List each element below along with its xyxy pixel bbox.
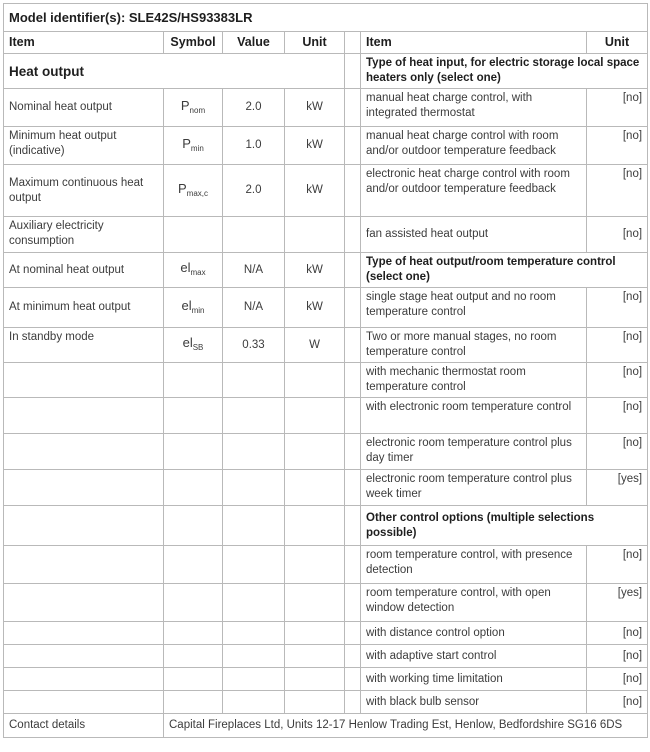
room-control-option-value: [no]: [587, 328, 648, 363]
header-unit: Unit: [285, 32, 345, 54]
table-row: [4, 668, 648, 691]
heat-input-option-value: [no]: [587, 217, 648, 253]
other-option-value: [no]: [587, 668, 648, 691]
gap-cell: [345, 165, 361, 217]
table-row: [4, 288, 648, 328]
table-row: [4, 89, 648, 127]
other-option-value: [no]: [587, 691, 648, 714]
symbol-p-nom: $P_{nom}$: [164, 89, 223, 127]
table-row: [4, 328, 648, 363]
room-control-option-label: electronic room temperature control plus day timer: [361, 434, 587, 470]
header-item: Item: [4, 32, 164, 54]
maximum-heat-output-unit: kW: [285, 165, 345, 217]
gap-cell: [345, 328, 361, 363]
gap-cell: [345, 54, 361, 89]
symbol-el-max: $el_{max}$: [164, 253, 223, 288]
table-row: [4, 470, 648, 506]
table-row: [4, 217, 648, 253]
gap-cell: [345, 363, 361, 398]
section-room-control-title: Type of heat output/room temperature control (select one): [361, 253, 648, 288]
heat-input-option-label: manual heat charge control, with integrated thermostat: [361, 89, 587, 127]
gap-cell: [345, 668, 361, 691]
section-aux-electricity: Auxiliary electricity consumption: [4, 217, 164, 253]
aux-standby-value: 0.33: [223, 328, 285, 363]
nominal-heat-output-label: Nominal heat output: [4, 89, 164, 127]
heat-input-option-value: [no]: [587, 89, 648, 127]
header-symbol: Symbol: [164, 32, 223, 54]
model-identifier: Model identifier(s): SLE42S/HS93383LR: [4, 4, 648, 32]
table-row: [4, 645, 648, 668]
gap-cell: [345, 622, 361, 645]
gap-cell: [345, 127, 361, 165]
room-control-option-label: electronic room temperature control plus week timer: [361, 470, 587, 506]
gap-cell: [345, 398, 361, 434]
other-option-label: with black bulb sensor: [361, 691, 587, 714]
gap-cell: [345, 691, 361, 714]
other-option-label: room temperature control, with open window detection: [361, 584, 587, 622]
room-control-option-value: [no]: [587, 363, 648, 398]
aux-minimum-label: At minimum heat output: [4, 288, 164, 328]
aux-nominal-label: At nominal heat output: [4, 253, 164, 288]
heat-input-option-label: manual heat charge control with room and/or outdoor temperature feedback: [361, 127, 587, 165]
table-row: [4, 165, 648, 217]
gap-cell: [345, 32, 361, 54]
heat-input-option-value: [no]: [587, 127, 648, 165]
gap-cell: [345, 288, 361, 328]
table-row: [4, 622, 648, 645]
gap-cell: [345, 217, 361, 253]
symbol-el-min: $el_{min}$: [164, 288, 223, 328]
gap-cell: [345, 584, 361, 622]
maximum-heat-output-label: Maximum continuous heat output: [4, 165, 164, 217]
section-other-options-title: Other control options (multiple selections possible): [361, 506, 648, 546]
header-row: [4, 32, 648, 54]
symbol-p-min: $P_{min}$: [164, 127, 223, 165]
other-option-value: [no]: [587, 622, 648, 645]
contact-label: Contact details: [4, 714, 164, 738]
table-row: [4, 506, 648, 546]
table-row: [4, 434, 648, 470]
table-row: [4, 363, 648, 398]
aux-standby-unit: W: [285, 328, 345, 363]
minimum-heat-output-unit: kW: [285, 127, 345, 165]
other-option-value: [no]: [587, 546, 648, 584]
room-control-option-label: with electronic room temperature control: [361, 398, 587, 434]
table-row: [4, 253, 648, 288]
maximum-heat-output-value: 2.0: [223, 165, 285, 217]
table-row: [4, 546, 648, 584]
table-row: [4, 127, 648, 165]
gap-cell: [345, 546, 361, 584]
room-control-option-label: Two or more manual stages, no room temperature control: [361, 328, 587, 363]
aux-nominal-unit: kW: [285, 253, 345, 288]
minimum-heat-output-value: 1.0: [223, 127, 285, 165]
other-option-label: with adaptive start control: [361, 645, 587, 668]
symbol-el-sb: $el_{SB}$: [164, 328, 223, 363]
aux-minimum-unit: kW: [285, 288, 345, 328]
other-option-value: [no]: [587, 645, 648, 668]
contact-details: Capital Fireplaces Ltd, Units 12-17 Henlow Trading Est, Henlow, Bedfordshire SG16 6DS: [164, 714, 648, 738]
other-option-label: with distance control option: [361, 622, 587, 645]
room-control-option-label: with mechanic thermostat room temperature control: [361, 363, 587, 398]
symbol-p-max-c: $P_{max,c}$: [164, 165, 223, 217]
room-control-option-value: [no]: [587, 288, 648, 328]
section-heat-input-title: Type of heat input, for electric storage local space heaters only (select one): [361, 54, 648, 89]
heat-input-option-label: fan assisted heat output: [361, 217, 587, 253]
header-unit-right: Unit: [587, 32, 648, 54]
gap-cell: [345, 89, 361, 127]
gap-cell: [345, 506, 361, 546]
room-control-option-value: [no]: [587, 398, 648, 434]
aux-standby-label: In standby mode: [4, 328, 164, 363]
ecodesign-info-table: [3, 3, 648, 738]
table-row: [4, 584, 648, 622]
gap-cell: [345, 434, 361, 470]
gap-cell: [345, 253, 361, 288]
header-item-right: Item: [361, 32, 587, 54]
header-value: Value: [223, 32, 285, 54]
nominal-heat-output-unit: kW: [285, 89, 345, 127]
room-control-option-value: [yes]: [587, 470, 648, 506]
section-heat-output: Heat output: [4, 54, 345, 89]
gap-cell: [345, 470, 361, 506]
aux-minimum-value: N/A: [223, 288, 285, 328]
other-option-value: [yes]: [587, 584, 648, 622]
room-control-option-label: single stage heat output and no room temperature control: [361, 288, 587, 328]
minimum-heat-output-label: Minimum heat output (indicative): [4, 127, 164, 165]
room-control-option-value: [no]: [587, 434, 648, 470]
other-option-label: with working time limitation: [361, 668, 587, 691]
heat-input-option-label: electronic heat charge control with room and/or outdoor temperature feedback: [361, 165, 587, 217]
other-option-label: room temperature control, with presence detection: [361, 546, 587, 584]
nominal-heat-output-value: 2.0: [223, 89, 285, 127]
contact-row: [4, 714, 648, 738]
aux-nominal-value: N/A: [223, 253, 285, 288]
table-row: [4, 398, 648, 434]
heat-input-option-value: [no]: [587, 165, 648, 217]
gap-cell: [345, 645, 361, 668]
table-row: [4, 691, 648, 714]
